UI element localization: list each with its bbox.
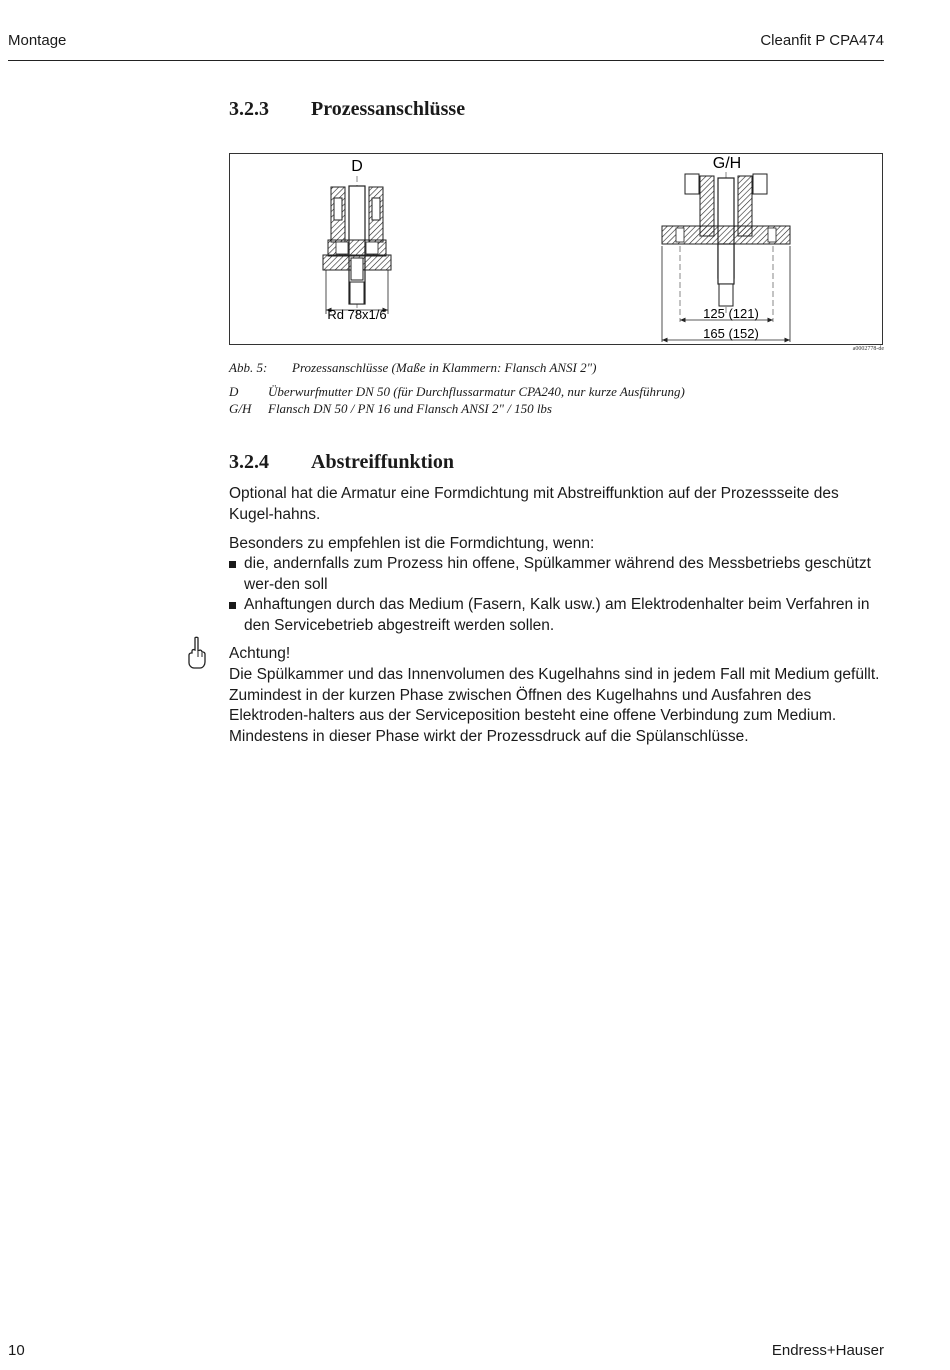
legend-key: G/H: [229, 401, 252, 416]
list-item-text: die, andernfalls zum Prozess hin offene, Spülkammer während des Messbetriebs geschützt wer-den soll: [244, 555, 871, 593]
label-d: D: [351, 158, 363, 175]
label-gh: G/H: [712, 155, 742, 172]
list-item: [229, 554, 884, 595]
header-product: Cleanfit P CPA474: [760, 32, 884, 49]
heading-323-number: 3.2.3: [229, 98, 269, 120]
heading-324: [229, 451, 454, 474]
caption-text: Prozessanschlüsse (Maße in Klammern: Flansch ANSI 2"): [292, 360, 597, 375]
pointing-hand-icon: [186, 636, 208, 670]
legend-item: [229, 401, 552, 417]
bullet-square: [229, 602, 236, 609]
paragraph-optional: Optional hat die Armatur eine Formdichtung mit Abstreiffunktion auf der Prozessseite des Kugel-hahns.: [229, 485, 839, 523]
legend-text: Überwurfmutter DN 50 (für Durchflussarmatur CPA240, nur kurze Ausführung): [268, 384, 685, 399]
warning-title: Achtung!: [229, 645, 291, 662]
page-number: 10: [8, 1342, 25, 1359]
legend-item: [229, 384, 685, 400]
variant-d-drawing: [323, 158, 391, 322]
variant-gh-drawing: [662, 155, 790, 342]
warning-text: Die Spülkammer und das Innenvolumen des Kugelhahns sind in jedem Fall mit Medium gefüllt. Zumindest in der kurzen Phase zwischen Öffnen des Kugelhahns und Ausfahren des Elektroden-halters aus der Serviceposition besteht eine offene Verbindung zum Medium. Mindestens in dieser Phase wirkt der Prozessdruck auf die Spülanschlüsse.: [229, 666, 880, 745]
heading-324-title: Abstreiffunktion: [311, 451, 454, 473]
legend-key: D: [229, 384, 239, 399]
list-item-text: Anhaftungen durch das Medium (Fasern, Kalk usw.) am Elektrodenhalter beim Verfahren in den Servicebetrieb abgestreift werden sollen.: [244, 596, 870, 634]
process-connection-figure: [229, 153, 883, 345]
header-rule: [8, 60, 884, 61]
dim-165: 165 (152): [703, 326, 759, 341]
figure-caption: [229, 360, 596, 376]
header-section: Montage: [8, 32, 67, 49]
list-item: [229, 595, 884, 636]
caption-label: Abb. 5:: [229, 360, 268, 375]
dim-rd: Rd 78x1/6: [327, 307, 387, 322]
heading-323: [229, 98, 465, 121]
paragraph-besonders: Besonders zu empfehlen ist die Formdichtung, wenn:: [229, 535, 595, 552]
figure-image-id: a0002778-de: [852, 346, 884, 352]
bullet-square: [229, 561, 236, 568]
legend-text: Flansch DN 50 / PN 16 und Flansch ANSI 2" / 150 lbs: [268, 401, 552, 416]
footer-brand: Endress+Hauser: [771, 1342, 884, 1359]
figure-drawing: [230, 154, 884, 346]
heading-324-number: 3.2.4: [229, 451, 269, 473]
dim-125: 125 (121): [703, 306, 759, 321]
heading-323-title: Prozessanschlüsse: [311, 98, 466, 120]
